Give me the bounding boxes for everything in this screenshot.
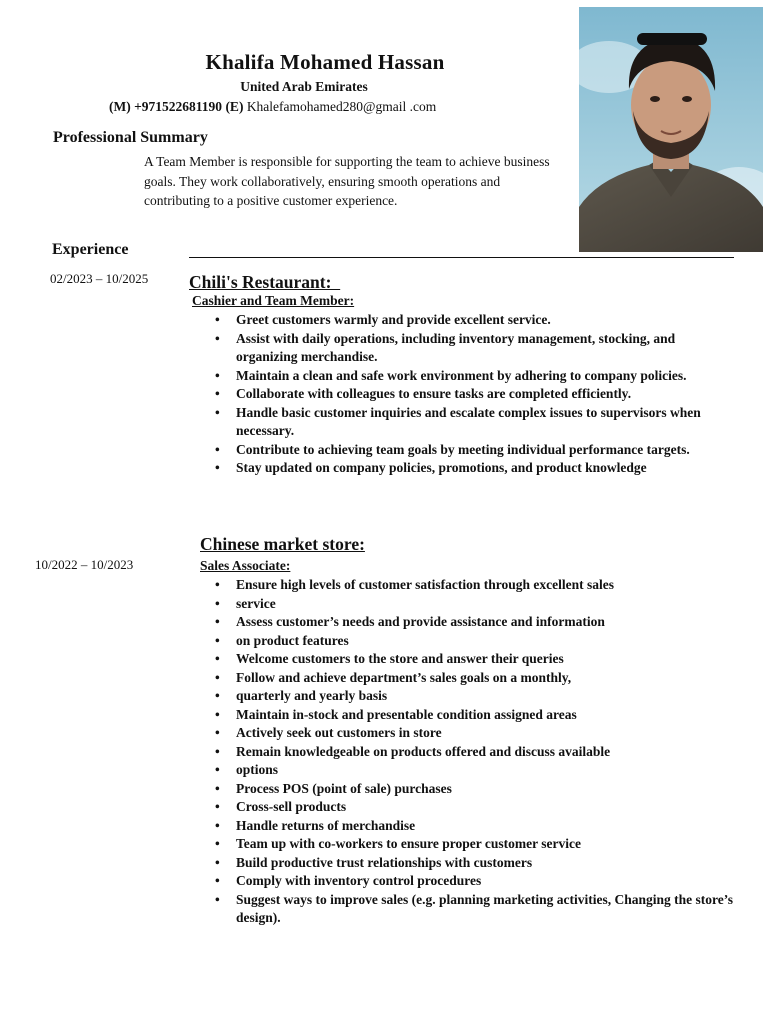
job-duties-list <box>215 311 735 478</box>
duty-item: • Assist with daily operations, including inventory management, stocking, and organizing merchandise. <box>215 330 735 367</box>
job-role: Cashier and Team Member: <box>192 293 355 308</box>
duty-item: • Cross-sell products <box>215 798 735 817</box>
mobile-label: (M) <box>109 99 131 114</box>
job-duties-list <box>215 576 735 928</box>
duty-item: • Suggest ways to improve sales (e.g. planning marketing activities, Changing the store’s design). <box>215 891 735 928</box>
contact-line <box>109 99 436 115</box>
summary-heading: Professional Summary <box>53 129 208 146</box>
job-company: Chinese market store: <box>200 534 365 554</box>
duty-item: • Remain knowledgeable on products offered and discuss available <box>215 743 735 762</box>
duty-item: • Welcome customers to the store and answer their queries <box>215 650 735 669</box>
duty-item: • Assess customer’s needs and provide assistance and information <box>215 613 735 632</box>
duty-item: • Handle basic customer inquiries and escalate complex issues to supervisors when necessary. <box>215 404 735 441</box>
experience-divider <box>189 257 734 258</box>
job-role: Sales Associate: <box>200 558 291 573</box>
duty-item: • Build productive trust relationships with customers <box>215 854 735 873</box>
mobile-number: +971522681190 <box>134 99 223 114</box>
duty-item: • Greet customers warmly and provide excellent service. <box>215 311 735 330</box>
summary-text: A Team Member is responsible for supporting the team to achieve business goals. They work collaboratively, ensuring smooth operations and contributing to a positive customer experience. <box>144 154 550 209</box>
job-dates: 02/2023 – 10/2025 <box>50 271 149 286</box>
duty-item: • service <box>215 595 735 614</box>
duty-item: • Follow and achieve department’s sales goals on a monthly, <box>215 669 735 688</box>
duty-item: • Handle returns of merchandise <box>215 817 735 836</box>
candidate-name: Khalifa Mohamed Hassan <box>205 50 445 74</box>
duty-item: • Collaborate with colleagues to ensure tasks are completed efficiently. <box>215 385 735 404</box>
duty-item: • Maintain in-stock and presentable condition assigned areas <box>215 706 735 725</box>
duty-item: • Stay updated on company policies, promotions, and product knowledge <box>215 459 735 478</box>
profile-photo <box>579 7 763 252</box>
duty-item: • Maintain a clean and safe work environment by adhering to company policies. <box>215 367 735 386</box>
duty-item: • quarterly and yearly basis <box>215 687 735 706</box>
job-dates: 10/2022 – 10/2023 <box>35 557 134 572</box>
experience-heading: Experience <box>52 241 129 258</box>
duty-item: • Comply with inventory control procedures <box>215 872 735 891</box>
duty-item: • options <box>215 761 735 780</box>
job-company: Chili's Restaurant: <box>189 272 341 292</box>
duty-item: • on product features <box>215 632 735 651</box>
email-label: (E) <box>225 99 244 114</box>
candidate-location: United Arab Emirates <box>240 79 368 94</box>
duty-item: • Team up with co-workers to ensure proper customer service <box>215 835 735 854</box>
duty-item: • Contribute to achieving team goals by meeting individual performance targets. <box>215 441 735 460</box>
duty-item: • Actively seek out customers in store <box>215 724 735 743</box>
duty-item: • Ensure high levels of customer satisfaction through excellent sales <box>215 576 735 595</box>
duty-item: • Process POS (point of sale) purchases <box>215 780 735 799</box>
email-address: Khalefamohamed280@gmail .com <box>246 99 437 114</box>
